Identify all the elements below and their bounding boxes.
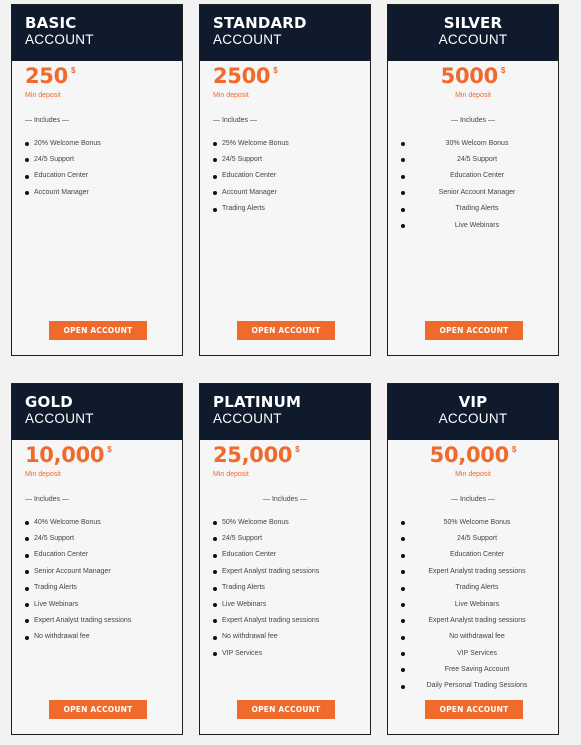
price-row <box>200 61 370 88</box>
feature-text: Account Manager <box>34 188 89 196</box>
feature-item <box>200 168 370 184</box>
feature-text: Senior Account Manager <box>438 188 516 196</box>
feature-text: No withdrawal fee <box>222 633 278 641</box>
price-value: 25,000 <box>213 443 293 467</box>
feature-item <box>12 168 182 184</box>
bullet-icon <box>213 191 217 195</box>
feature-list <box>388 135 558 233</box>
feature-text: 25% Welcome Bonus <box>222 139 289 147</box>
tier-name: PLATINUM <box>213 393 302 411</box>
feature-item <box>200 563 370 579</box>
min-deposit-label: Min deposit <box>25 471 61 478</box>
open-account-button[interactable]: OPEN ACCOUNT <box>49 700 147 719</box>
bullet-icon <box>213 142 217 146</box>
tier-name: BASIC <box>25 14 77 32</box>
currency-symbol: $ <box>273 66 278 75</box>
bullet-icon <box>401 521 405 525</box>
includes-label: — Includes — <box>25 117 69 124</box>
feature-list <box>388 514 558 694</box>
feature-item <box>388 661 558 677</box>
pricing-card-platinum <box>199 383 371 735</box>
account-label: ACCOUNT <box>213 32 282 47</box>
price-value: 5000 <box>440 64 498 88</box>
feature-item <box>388 184 558 200</box>
bullet-icon <box>213 175 217 179</box>
feature-list <box>200 514 370 661</box>
bullet-icon <box>25 142 29 146</box>
feature-text: Account Manager <box>222 188 277 196</box>
bullet-icon <box>401 636 405 640</box>
feature-text: Education Center <box>34 172 89 180</box>
bullet-icon <box>25 570 29 574</box>
feature-text: 30% Welcom Bonus <box>445 139 509 147</box>
pricing-card-basic <box>11 4 183 356</box>
feature-item <box>200 629 370 645</box>
feature-text: No withdrawal fee <box>449 633 505 641</box>
pricing-card-gold <box>11 383 183 735</box>
feature-list <box>12 135 182 201</box>
feature-item <box>200 201 370 217</box>
includes-label: — Includes — <box>263 496 307 503</box>
bullet-icon <box>401 554 405 558</box>
feature-text: VIP Services <box>457 649 497 657</box>
includes-label: — Includes — <box>451 496 495 503</box>
feature-item <box>12 629 182 645</box>
account-label: ACCOUNT <box>438 411 508 426</box>
feature-item <box>388 563 558 579</box>
bullet-icon <box>25 191 29 195</box>
card-header <box>200 384 370 440</box>
card-header <box>12 5 182 61</box>
card-header <box>12 384 182 440</box>
open-account-button[interactable]: OPEN ACCOUNT <box>425 700 523 719</box>
feature-text: Expert Analyst trading sessions <box>222 567 320 575</box>
price-row <box>200 440 370 467</box>
card-header <box>388 384 558 440</box>
feature-item <box>12 151 182 167</box>
feature-item <box>12 596 182 612</box>
feature-item <box>388 530 558 546</box>
pricing-card-vip <box>387 383 559 735</box>
currency-symbol: $ <box>70 66 76 75</box>
price-value: 250 <box>25 64 68 88</box>
feature-text: 50% Welcome Bonus <box>222 518 289 526</box>
feature-item <box>12 184 182 200</box>
feature-text: Trading Alerts <box>34 584 77 592</box>
feature-text: Live Webinars <box>34 600 79 608</box>
bullet-icon <box>401 619 405 623</box>
feature-text: Education Center <box>222 172 277 180</box>
bullet-icon <box>401 587 405 591</box>
price-value: 2500 <box>213 64 271 88</box>
feature-item <box>388 612 558 628</box>
bullet-icon <box>25 587 29 591</box>
open-account-button[interactable]: OPEN ACCOUNT <box>237 700 335 719</box>
includes-label: — Includes — <box>213 117 257 124</box>
bullet-icon <box>401 685 405 689</box>
tier-name: GOLD <box>25 393 73 411</box>
feature-item <box>388 135 558 151</box>
open-account-button[interactable]: OPEN ACCOUNT <box>237 321 335 340</box>
feature-item <box>388 596 558 612</box>
bullet-icon <box>213 652 217 656</box>
bullet-icon <box>25 175 29 179</box>
feature-text: Education Center <box>449 551 505 559</box>
price-row <box>12 440 182 467</box>
feature-text: Trading Alerts <box>455 205 499 213</box>
price-value: 50,000 <box>429 443 509 467</box>
bullet-icon <box>213 158 217 162</box>
feature-text: 24/5 Support <box>34 156 75 164</box>
currency-symbol: $ <box>295 445 300 454</box>
min-deposit-label: Min deposit <box>455 92 491 99</box>
price-row <box>12 61 182 88</box>
feature-item <box>12 135 182 151</box>
feature-item <box>388 678 558 694</box>
feature-text: 40% Welcome Bonus <box>34 518 101 526</box>
feature-text: Free Saving Account <box>444 666 510 674</box>
feature-item <box>200 645 370 661</box>
currency-symbol: $ <box>511 445 517 454</box>
bullet-icon <box>401 668 405 672</box>
feature-item <box>388 514 558 530</box>
feature-text: Live Webinars <box>222 600 267 608</box>
bullet-icon <box>25 603 29 607</box>
feature-item <box>388 201 558 217</box>
bullet-icon <box>401 224 405 228</box>
bullet-icon <box>25 158 29 162</box>
account-label: ACCOUNT <box>25 411 94 426</box>
bullet-icon <box>213 603 217 607</box>
bullet-icon <box>401 603 405 607</box>
feature-text: 50% Welcome Bonus <box>443 518 511 526</box>
feature-text: Live Webinars <box>454 600 500 608</box>
price-row <box>388 61 558 88</box>
bullet-icon <box>25 619 29 623</box>
feature-text: 20% Welcome Bonus <box>34 139 101 147</box>
feature-text: VIP Services <box>222 649 262 657</box>
card-header <box>388 5 558 61</box>
feature-item <box>388 580 558 596</box>
feature-item <box>12 563 182 579</box>
open-account-button[interactable]: OPEN ACCOUNT <box>425 321 523 340</box>
pricing-card-silver <box>387 4 559 356</box>
feature-text: Education Center <box>34 551 89 559</box>
bullet-icon <box>25 521 29 525</box>
bullet-icon <box>213 521 217 525</box>
feature-item <box>388 151 558 167</box>
account-label: ACCOUNT <box>213 411 282 426</box>
feature-item <box>388 629 558 645</box>
feature-text: Trading Alerts <box>222 205 265 213</box>
includes-label: — Includes — <box>25 496 69 503</box>
min-deposit-label: Min deposit <box>25 92 61 99</box>
bullet-icon <box>401 158 405 162</box>
feature-text: Expert Analyst trading sessions <box>428 567 526 575</box>
bullet-icon <box>401 142 405 146</box>
min-deposit-label: Min deposit <box>455 471 491 478</box>
tier-name: STANDARD <box>213 14 307 32</box>
bullet-icon <box>401 208 405 212</box>
feature-item <box>200 135 370 151</box>
bullet-icon <box>401 175 405 179</box>
bullet-icon <box>213 554 217 558</box>
feature-item <box>200 612 370 628</box>
bullet-icon <box>25 554 29 558</box>
feature-text: 24/5 Support <box>456 156 498 164</box>
bullet-icon <box>401 570 405 574</box>
currency-symbol: $ <box>500 66 506 75</box>
bullet-icon <box>213 537 217 541</box>
feature-item <box>200 596 370 612</box>
feature-list <box>200 135 370 217</box>
bullet-icon <box>401 652 405 656</box>
feature-item <box>200 151 370 167</box>
feature-text: 24/5 Support <box>456 535 498 543</box>
feature-item <box>12 530 182 546</box>
feature-item <box>12 547 182 563</box>
bullet-icon <box>401 537 405 541</box>
price-row <box>388 440 558 467</box>
feature-text: Daily Personal Trading Sessions <box>426 682 528 690</box>
feature-text: Senior Account Manager <box>34 567 111 575</box>
bullet-icon <box>401 191 405 195</box>
feature-list <box>12 514 182 645</box>
feature-item <box>12 580 182 596</box>
feature-text: Trading Alerts <box>222 584 265 592</box>
bullet-icon <box>25 537 29 541</box>
bullet-icon <box>213 587 217 591</box>
feature-item <box>388 645 558 661</box>
feature-text: 24/5 Support <box>222 535 263 543</box>
feature-item <box>388 547 558 563</box>
currency-symbol: $ <box>107 445 112 454</box>
bullet-icon <box>213 570 217 574</box>
pricing-card-standard <box>199 4 371 356</box>
tier-name: SILVER <box>443 14 503 32</box>
feature-item <box>200 530 370 546</box>
feature-item <box>200 514 370 530</box>
account-label: ACCOUNT <box>25 32 94 47</box>
feature-text: Live Webinars <box>454 221 500 229</box>
feature-text: Expert Analyst trading sessions <box>222 616 320 624</box>
price-value: 10,000 <box>25 443 105 467</box>
bullet-icon <box>213 636 217 640</box>
feature-text: 24/5 Support <box>34 535 75 543</box>
feature-item <box>388 168 558 184</box>
open-account-button[interactable]: OPEN ACCOUNT <box>49 321 147 340</box>
feature-item <box>12 514 182 530</box>
feature-text: Expert Analyst trading sessions <box>428 616 526 624</box>
feature-text: Expert Analyst trading sessions <box>34 616 132 624</box>
feature-text: Education Center <box>222 551 277 559</box>
feature-item <box>12 612 182 628</box>
tier-name: VIP <box>458 393 488 411</box>
card-header <box>200 5 370 61</box>
feature-item <box>200 184 370 200</box>
feature-text: 24/5 Support <box>222 156 263 164</box>
includes-label: — Includes — <box>451 117 495 124</box>
feature-text: No withdrawal fee <box>34 633 90 641</box>
feature-text: Education Center <box>449 172 505 180</box>
account-label: ACCOUNT <box>438 32 508 47</box>
feature-item <box>200 547 370 563</box>
min-deposit-label: Min deposit <box>213 92 249 99</box>
feature-item <box>200 580 370 596</box>
bullet-icon <box>213 208 217 212</box>
feature-text: Trading Alerts <box>455 584 499 592</box>
min-deposit-label: Min deposit <box>213 471 249 478</box>
bullet-icon <box>25 636 29 640</box>
feature-item <box>388 217 558 233</box>
